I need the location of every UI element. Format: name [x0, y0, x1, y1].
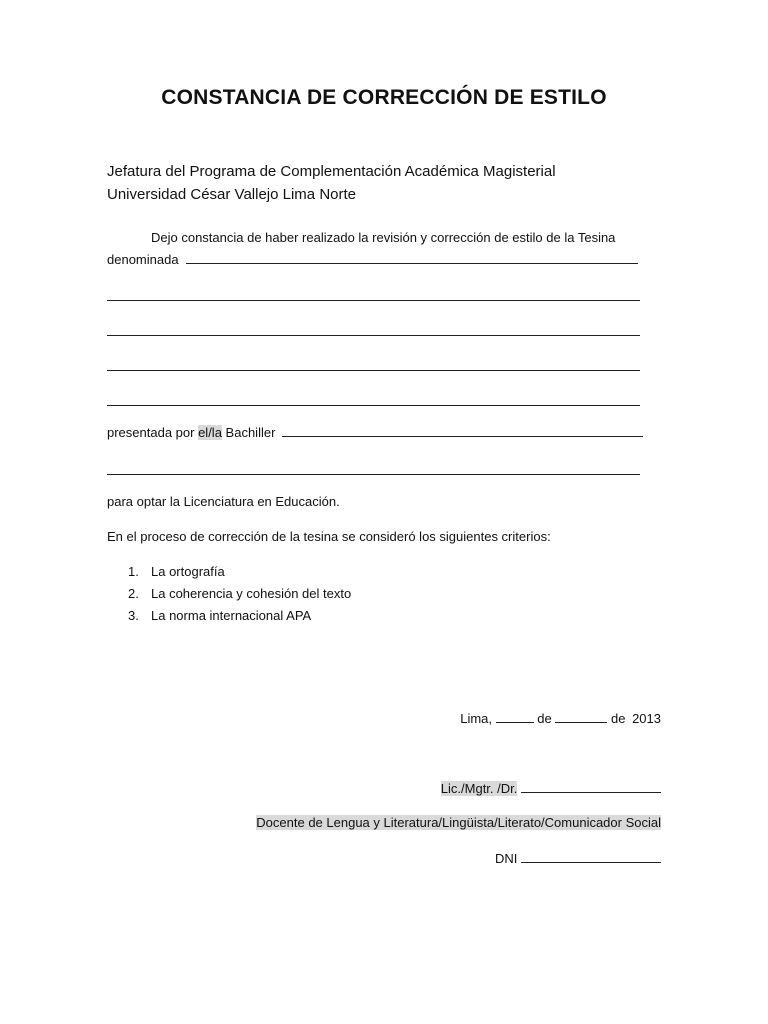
criteria-intro: En el proceso de corrección de la tesina se consideró los siguientes criterios:: [107, 529, 551, 544]
criteria-text: La coherencia y cohesión del texto: [151, 586, 352, 601]
presented-by-line: [107, 425, 643, 440]
intro-line-1: Dejo constancia de haber realizado la revisión y corrección de estilo de la Tesina: [151, 230, 616, 245]
presented-suffix: Bachiller: [221, 425, 276, 440]
role-text: Docente de Lengua y Literatura/Lingüista/Literato/Comunicador Social: [256, 815, 661, 830]
intro-line-2: [107, 252, 638, 267]
day-blank: [496, 711, 534, 723]
date-de-1: de: [537, 711, 552, 726]
title-label: Lic./Mgtr. /Dr.: [440, 781, 518, 796]
criteria-number: 1.: [128, 564, 139, 579]
date-de-2: de: [610, 711, 626, 726]
denominada-label: denominada: [107, 252, 179, 267]
purpose-text: para optar la Licenciatura en Educación.: [107, 494, 340, 509]
tesina-title-line: [107, 300, 640, 301]
criteria-list: [107, 561, 351, 627]
criteria-text: La norma internacional APA: [151, 608, 312, 623]
role-line: [256, 815, 661, 830]
dni-blank: [521, 851, 661, 863]
dni-label: DNI: [494, 851, 518, 866]
institution-line-1: Jefatura del Programa de Complementación Académica Magisterial: [107, 163, 556, 180]
date-line: [460, 711, 661, 726]
presented-prefix: presentada por: [107, 425, 199, 440]
bachiller-name-blank: [282, 425, 643, 437]
date-city: Lima,: [460, 711, 493, 726]
month-blank: [555, 711, 607, 723]
document-title: CONSTANCIA DE CORRECCIÓN DE ESTILO: [161, 86, 607, 109]
institution-line-2: Universidad César Vallejo Lima Norte: [107, 186, 356, 203]
signature-line: [441, 781, 661, 796]
list-item: [107, 605, 351, 627]
date-year: 2013: [632, 711, 661, 726]
tesina-title-line: [107, 405, 640, 406]
tesina-title-line: [107, 335, 640, 336]
criteria-number: 3.: [128, 608, 139, 623]
el-la-highlight: el/la: [198, 425, 222, 440]
criteria-number: 2.: [128, 586, 139, 601]
signature-name-blank: [521, 781, 661, 793]
dni-line: [495, 851, 661, 866]
tesina-title-blank: [186, 252, 638, 264]
list-item: [107, 583, 351, 605]
bachiller-name-line: [107, 474, 640, 475]
tesina-title-line: [107, 370, 640, 371]
list-item: [107, 561, 351, 583]
criteria-text: La ortografía: [151, 564, 225, 579]
